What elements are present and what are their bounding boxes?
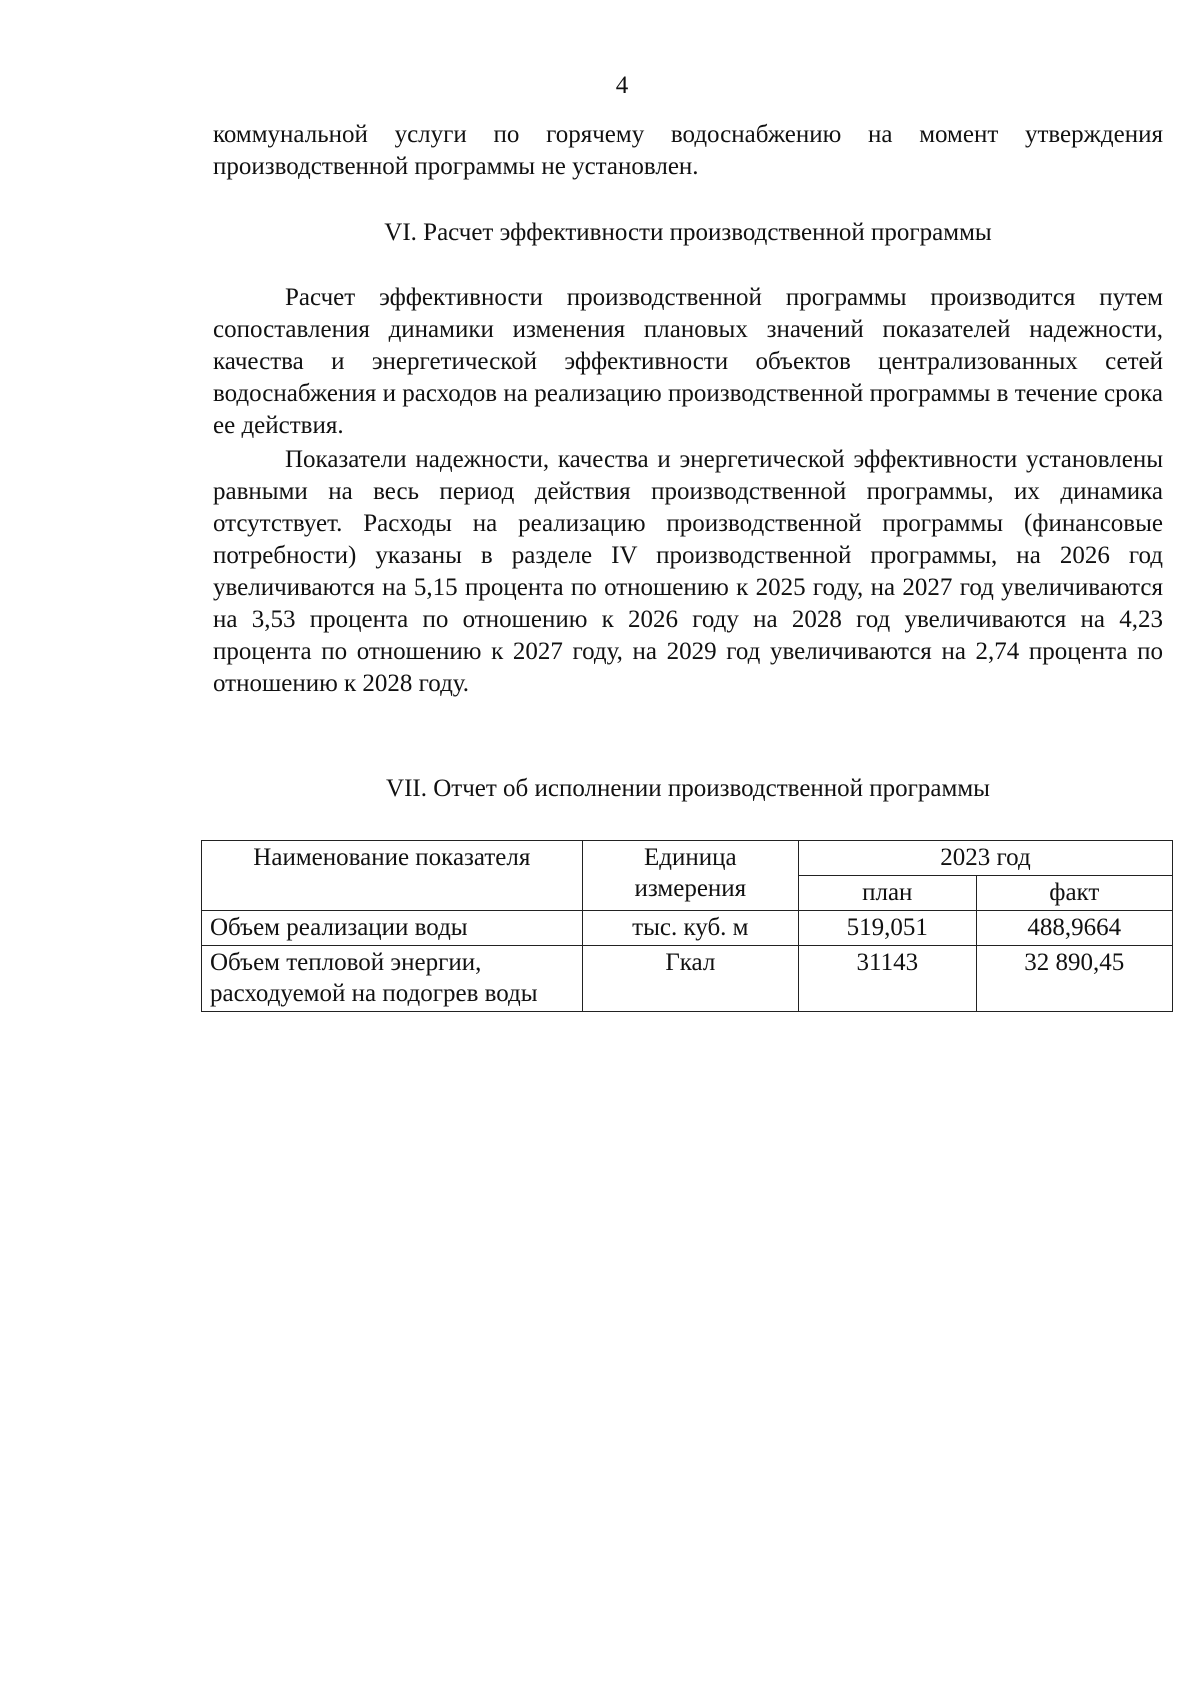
intro-paragraph: коммунальной услуги по горячему водоснабжению на момент утверждения производственной программы не установлен. xyxy=(213,121,1163,180)
table-row xyxy=(202,946,1173,1012)
row-plan-value: 31143 xyxy=(799,946,977,1012)
row-indicator-name: Объем тепловой энергии, расходуемой на подогрев воды xyxy=(202,946,583,1012)
header-fact: факт xyxy=(976,876,1172,911)
table-header-row xyxy=(202,841,1173,876)
row-unit: Гкал xyxy=(582,946,798,1012)
efficiency-paragraph-1: Расчет эффективности производственной программы производится путем сопоставления динамики изменения плановых значений показателей надежности, качества и энергетической эффективности объектов централизованных сетей водоснабжения и расходов на реализацию производственной программы в течение срока ее действия. xyxy=(213,284,1163,439)
section-vii-heading: VII. Отчет об исполнении производственной программы xyxy=(386,775,990,802)
efficiency-paragraph-2: Показатели надежности, качества и энергетической эффективности установлены равными на весь период действия производственной программы, их динамика отсутствует. Расходы на реализацию производственной программы (финансовые потребности) указаны в разделе IV производственной программы, на 2026 год увеличиваются на 5,15 процента по отношению к 2025 году, на 2027 год увеличиваются на 3,53 процента по отношению к 2026 году на 2028 год увеличиваются на 4,23 процента по отношению к 2027 году, на 2029 год увеличиваются на 2,74 процента по отношению к 2028 году. xyxy=(213,446,1163,697)
table-row xyxy=(202,911,1173,946)
row-fact-value: 32 890,45 xyxy=(976,946,1172,1012)
execution-report-table xyxy=(201,840,1173,1012)
header-plan: план xyxy=(799,876,977,911)
row-indicator-name: Объем реализации воды xyxy=(202,911,583,946)
header-year: 2023 год xyxy=(799,841,1173,876)
header-unit: Единица измерения xyxy=(582,841,798,911)
row-unit: тыс. куб. м xyxy=(582,911,798,946)
row-fact-value: 488,9664 xyxy=(976,911,1172,946)
section-vi-heading: VI. Расчет эффективности производственной программы xyxy=(384,219,992,246)
page-number: 4 xyxy=(615,72,629,99)
row-plan-value: 519,051 xyxy=(799,911,977,946)
header-indicator-name: Наименование показателя xyxy=(202,841,583,911)
